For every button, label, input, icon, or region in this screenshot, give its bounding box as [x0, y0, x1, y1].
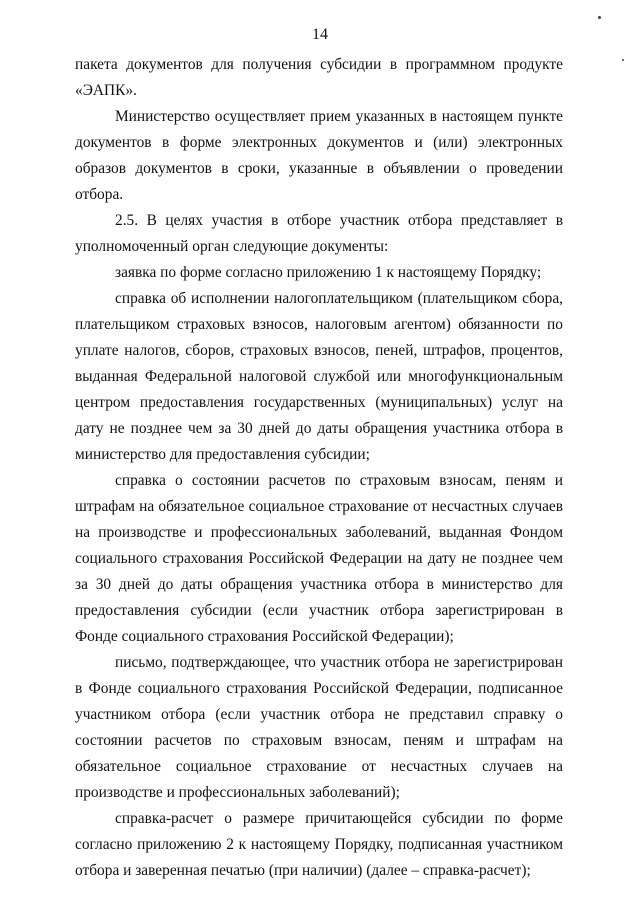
list-item-insurance-certificate: справка о состоянии расчетов по страховым взносам, пеням и штрафам на обязательное социальное страхование от несчастных случаев на производстве и профессиональных заболеваний, выданная Фондом социального страхования Российской Федерации на дату не позднее чем за 30 дней до даты обращения участника отбора в министерство для предоставления субсидии (если участник отбора зарегистрирован в Фонде социального страхования Российской Федерации); [75, 472, 563, 645]
page-number: 14 [312, 26, 328, 43]
scan-speck [598, 16, 601, 19]
list-item-non-registration-letter: письмо, подтверждающее, что участник отбора не зарегистрирован в Фонде социального страхования Российской Федерации, подписанное участником отбора (если участник отбора не представил справку о состоянии расчетов по страховым взносам, пеням и штрафам на обязательное социальное страхование от несчастных случаев на производстве и профессиональных заболеваний); [75, 654, 563, 801]
list-item-application: заявка по форме согласно приложению 1 к настоящему Порядку; [115, 264, 542, 281]
paragraph-ministry-acceptance: Министерство осуществляет прием указанных в настоящем пункте документов в форме электронных документов и (или) электронных образов документов в сроки, указанные в объявлении о проведении отбора. [75, 108, 563, 203]
scan-speck [622, 59, 624, 61]
list-item-tax-certificate: справка об исполнении налогоплательщиком (плательщиком сбора, плательщиком страховых взносов, налоговым агентом) обязанности по уплате налогов, сборов, страховых взносов, пеней, штрафов, процентов, выданная Федеральной налоговой службой или многофункциональным центром предоставления государственных (муниципальных) услуг на дату не позднее чем за 30 дней до даты обращения участника отбора в министерство для предоставления субсидии; [75, 290, 563, 463]
list-item-subsidy-calculation: справка-расчет о размере причитающейся субсидии по форме согласно приложению 2 к настоящему Порядку, подписанная участником отбора и заверенная печатью (при наличии) (далее – справка-расчет); [75, 810, 563, 879]
paragraph-2-5-heading: 2.5. В целях участия в отборе участник отбора представляет в уполномоченный орган следующие документы: [75, 212, 563, 255]
paragraph-continuation: пакета документов для получения субсидии в программном продукте «ЭАПК». [75, 56, 563, 99]
document-body [75, 52, 563, 884]
